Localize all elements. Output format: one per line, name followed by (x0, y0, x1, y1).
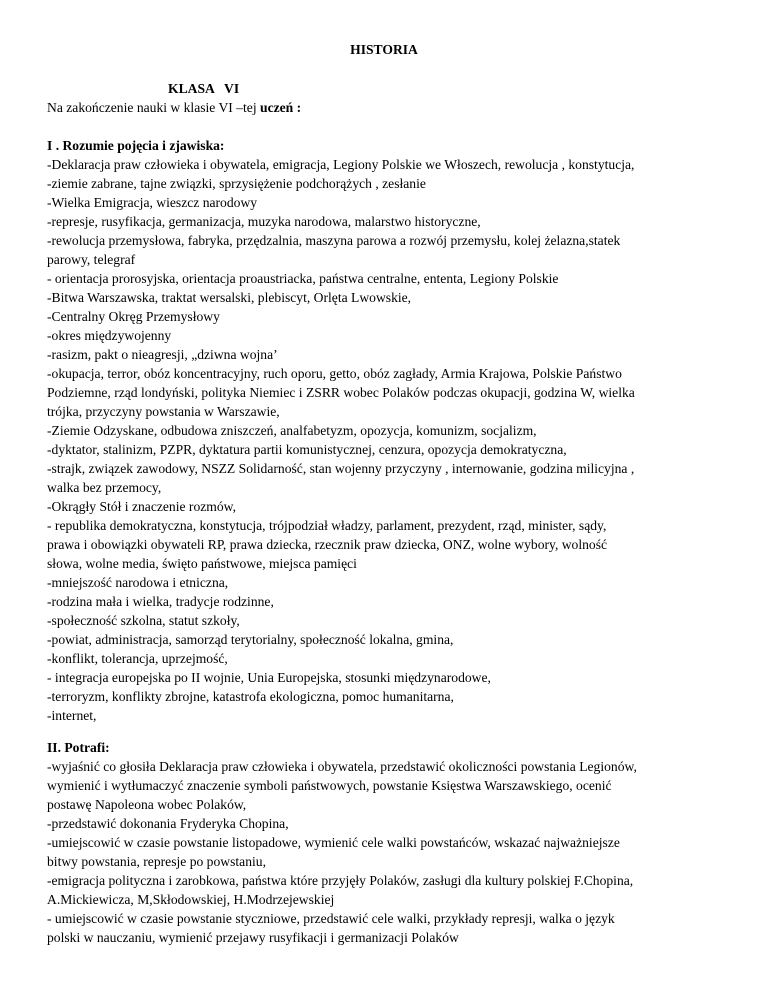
concept-line: -powiat, administracja, samorząd terytorialny, społeczność lokalna, gmina, (47, 632, 454, 647)
section-concepts-list (47, 155, 747, 725)
concept-line: -Bitwa Warszawska, traktat wersalski, plebiscyt, Orlęta Lwowskie, (47, 290, 412, 305)
concept-line: parowy, telegraf (47, 252, 136, 267)
concept-line: -konflikt, tolerancja, uprzejmość, (47, 651, 228, 666)
concept-line: - integracja europejska po II wojnie, Unia Europejska, stosunki międzynarodowe, (47, 670, 491, 685)
concept-line: - orientacja prorosyjska, orientacja proaustriacka, państwa centralne, ententa, Legiony Polskie (47, 271, 559, 286)
concept-line: - republika demokratyczna, konstytucja, trójpodział władzy, parlament, prezydent, rząd, minister, sądy, (47, 518, 607, 533)
concept-line: -Ziemie Odzyskane, odbudowa zniszczeń, analfabetyzm, opozycja, komunizm, socjalizm, (47, 423, 537, 438)
concept-line: -Deklaracja praw człowieka i obywatela, emigracja, Legiony Polskie we Włoszech, rewolucja , konstytucja, (47, 157, 635, 172)
skill-line: bitwy powstania, represje po powstaniu, (47, 854, 266, 869)
section-skills-heading: II. Potrafi: (47, 740, 110, 755)
section-concepts-heading: I . Rozumie pojęcia i zjawiska: (47, 138, 225, 153)
skill-line: -emigracja polityczna i zarobkowa, państwa które przyjęły Polaków, zasługi dla kultury polskiej F.Chopina, (47, 873, 634, 888)
concept-line: trójka, przyczyny powstania w Warszawie, (47, 404, 280, 419)
concept-line: -rodzina mała i wielka, tradycje rodzinne, (47, 594, 274, 609)
skill-line: A.Mickiewicza, M,Skłodowskiej, H.Modrzejewskiej (47, 892, 335, 907)
skill-line: postawę Napoleona wobec Polaków, (47, 797, 247, 812)
skill-line: - umiejscowić w czasie powstanie styczniowe, przedstawić cele walki, przykłady represji, walka o język (47, 911, 615, 926)
concept-line: -strajk, związek zawodowy, NSZZ Solidarność, stan wojenny przyczyny , internowanie, godzina milicyjna , (47, 461, 635, 476)
concept-line: -okres międzywojenny (47, 328, 172, 343)
concept-line: walka bez przemocy, (47, 480, 162, 495)
section-skills-list (47, 757, 747, 947)
concept-line: -terroryzm, konflikty zbrojne, katastrofa ekologiczna, pomoc humanitarna, (47, 689, 454, 704)
skill-line: -wyjaśnić co głosiła Deklaracja praw człowieka i obywatela, przedstawić okoliczności powstania Legionów, (47, 759, 637, 774)
skill-line: -umiejscowić w czasie powstanie listopadowe, wymienić cele walki powstańców, wskazać najważniejsze (47, 835, 620, 850)
section-concepts (47, 136, 747, 725)
skill-line: -przedstawić dokonania Fryderyka Chopina, (47, 816, 289, 831)
intro-line (47, 98, 301, 117)
concept-line: prawa i obowiązki obywateli RP, prawa dziecka, rzecznik praw dziecka, ONZ, wolne wybory, wolność (47, 537, 608, 552)
section-skills (47, 738, 747, 947)
concept-line: -rasizm, pakt o nieagresji, „dziwna wojna’ (47, 347, 278, 362)
concept-line: -okupacja, terror, obóz koncentracyjny, ruch oporu, getto, obóz zagłady, Armia Krajowa, Polskie Państwo (47, 366, 622, 381)
document-title: HISTORIA (350, 42, 418, 57)
concept-line: -dyktator, stalinizm, PZPR, dyktatura partii komunistycznej, cenzura, opozycja demokratyczna, (47, 442, 567, 457)
concept-line: -Wielka Emigracja, wieszcz narodowy (47, 195, 258, 210)
concept-line: -rewolucja przemysłowa, fabryka, przędzalnia, maszyna parowa a rozwój przemysłu, kolej żelazna,statek (47, 233, 621, 248)
class-heading: KLASA VI (168, 81, 240, 96)
concept-line: -internet, (47, 708, 97, 723)
concept-line: -społeczność szkolna, statut szkoły, (47, 613, 240, 628)
intro-bold-text: uczeń : (260, 100, 302, 115)
concept-line: -Okrągły Stół i znaczenie rozmów, (47, 499, 236, 514)
concept-line: -ziemie zabrane, tajne związki, sprzysiężenie podchorążych , zesłanie (47, 176, 426, 191)
skill-line: wymienić i wytłumaczyć znaczenie symboli państwowych, powstanie Księstwa Warszawskiego, ocenić (47, 778, 612, 793)
intro-text: Na zakończenie nauki w klasie VI –tej (47, 100, 261, 115)
concept-line: -mniejszość narodowa i etniczna, (47, 575, 229, 590)
concept-line: Podziemne, rząd londyński, polityka Niemiec i ZSRR wobec Polaków podczas okupacji, godzina W, wielka (47, 385, 635, 400)
concept-line: -Centralny Okręg Przemysłowy (47, 309, 220, 324)
skill-line: polski w nauczaniu, wymienić przejawy rusyfikacji i germanizacji Polaków (47, 930, 459, 945)
concept-line: -represje, rusyfikacja, germanizacja, muzyka narodowa, malarstwo historyczne, (47, 214, 481, 229)
concept-line: słowa, wolne media, święto państwowe, miejsca pamięci (47, 556, 357, 571)
